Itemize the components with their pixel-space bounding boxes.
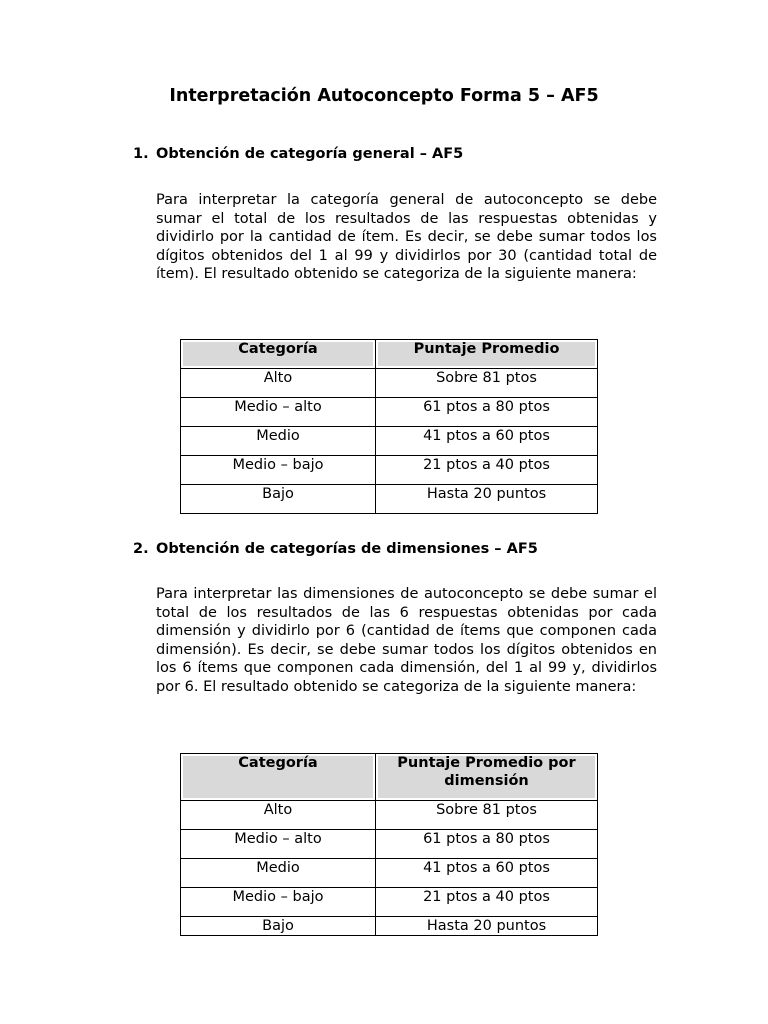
category-cell: Bajo <box>181 917 376 936</box>
table-row <box>181 485 598 514</box>
table-row <box>181 398 598 427</box>
category-cell: Medio <box>181 427 376 456</box>
table-row <box>181 369 598 398</box>
table-row <box>181 888 598 917</box>
score-cell: 41 ptos a 60 ptos <box>376 859 598 888</box>
table-row <box>181 917 598 936</box>
score-cell: Sobre 81 ptos <box>376 801 598 830</box>
section-2-heading-text: Obtención de categorías de dimensiones – AF5 <box>156 541 538 557</box>
category-cell: Medio – bajo <box>181 888 376 917</box>
column-header-category: Categoría <box>181 340 376 369</box>
dimension-category-table <box>180 753 598 936</box>
category-cell: Medio – alto <box>181 398 376 427</box>
table-row <box>181 456 598 485</box>
general-category-table <box>180 339 598 514</box>
score-cell: Hasta 20 puntos <box>376 485 598 514</box>
category-cell: Medio – bajo <box>181 456 376 485</box>
table-header-row <box>181 754 598 801</box>
score-cell: 21 ptos a 40 ptos <box>376 456 598 485</box>
section-1-heading <box>133 145 463 163</box>
column-header-category: Categoría <box>181 754 376 801</box>
score-cell: 61 ptos a 80 ptos <box>376 398 598 427</box>
score-cell: 61 ptos a 80 ptos <box>376 830 598 859</box>
table-row <box>181 859 598 888</box>
section-1-number: 1. <box>133 146 149 162</box>
category-cell: Medio – alto <box>181 830 376 859</box>
table-row <box>181 830 598 859</box>
column-header-score: Puntaje Promedio <box>376 340 598 369</box>
category-cell: Alto <box>181 801 376 830</box>
table-row <box>181 427 598 456</box>
score-cell: 21 ptos a 40 ptos <box>376 888 598 917</box>
table-row <box>181 801 598 830</box>
category-cell: Medio <box>181 859 376 888</box>
category-cell: Bajo <box>181 485 376 514</box>
table-header-row <box>181 340 598 369</box>
score-cell: Hasta 20 puntos <box>376 917 598 936</box>
section-1-heading-text: Obtención de categoría general – AF5 <box>156 146 464 162</box>
score-cell: Sobre 81 ptos <box>376 369 598 398</box>
section-2-paragraph: Para interpretar las dimensiones de autoconcepto se debe sumar el total de los resultados de las 6 respuestas obtenidas por cada dimensión y dividirlo por 6 (cantidad de ítems que componen cada dimensión). Es decir, se debe sumar todos los dígitos obtenidos en los 6 ítems que componen cada dimensión, del 1 al 99 y, dividirlos por 6. El resultado obtenido se categoriza de la siguiente manera: <box>156 586 657 695</box>
category-cell: Alto <box>181 369 376 398</box>
column-header-score: Puntaje Promedio por dimensión <box>376 754 598 801</box>
section-1-paragraph: Para interpretar la categoría general de autoconcepto se debe sumar el total de los resultados de las respuestas obtenidas y dividirlo por la cantidad de ítem. Es decir, se debe sumar todos los dígitos obtenidos del 1 al 99 y dividirlos por 30 (cantidad total de ítem). El resultado obtenido se categoriza de la siguiente manera: <box>156 192 657 283</box>
document-title: Interpretación Autoconcepto Forma 5 – AF5 <box>169 86 599 106</box>
score-cell: 41 ptos a 60 ptos <box>376 427 598 456</box>
section-2-heading <box>133 540 538 558</box>
section-2-number: 2. <box>133 541 149 557</box>
